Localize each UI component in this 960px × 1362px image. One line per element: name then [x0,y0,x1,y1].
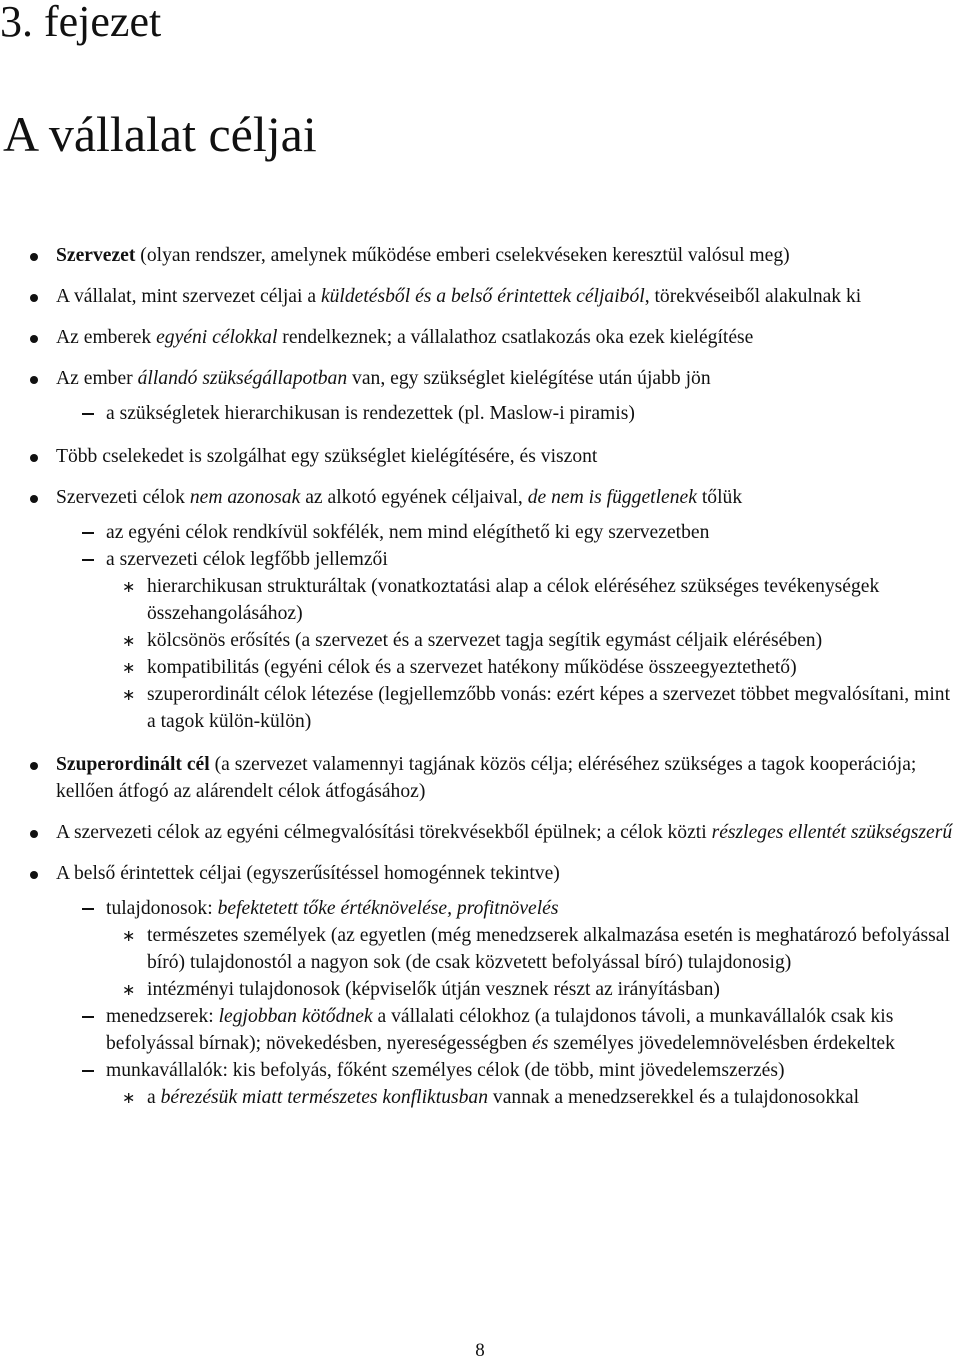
sub-sub-list-item: ∗ kompatibilitás (egyéni célok és a szervezet hatékony működése összeegyeztethető) [147,654,956,681]
sub-sub-list-item: ∗ hierarchikusan strukturáltak (vonatkoztatási alap a célok eléréséhez szükséges tevékenységek összehangolásához) [147,573,956,627]
list-item: Szervezeti célok nem azonosak az alkotó egyének céljaival, de nem is függetlenek tőlük [56,484,956,511]
sub-sub-list-item: ∗ kölcsönös erősítés (a szervezet és a szervezet tagja segítik egymást céljaik elérésében) [147,627,956,654]
chapter-title: A vállalat céljai [3,106,317,162]
sub-sub-list-item: ∗ szuperordinált célok létezése (legjellemzőbb vonás: ezért képes a szervezet többet megvalósítani, mint a tagok külön-külön) [147,681,956,735]
list-item: A belső érintettek céljai (egyszerűsítéssel homogénnek tekintve) [56,860,956,887]
list-item: Az emberek egyéni célokkal rendelkeznek; a vállalathoz csatlakozás oka ezek kielégítése [56,324,956,351]
sub-list-item: az egyéni célok rendkívül sokfélék, nem mind elégíthető ki egy szervezetben [106,519,956,546]
page-number: 8 [475,1340,485,1361]
sub-list-item: a szervezeti célok legfőbb jellemzői [106,546,956,573]
sub-list-item: tulajdonosok: befektetett tőke értéknövelése, profitnövelés [106,895,956,922]
sub-sub-list-item: ∗ a bérezésük miatt természetes konfliktusban vannak a menedzserekkel és a tulajdonosokkal [147,1084,956,1111]
list-item: Az ember állandó szükségállapotban van, egy szükséglet kielégítése után újabb jön [56,365,956,392]
sub-list-item: munkavállalók: kis befolyás, főként személyes célok (de több, mint jövedelemszerzés) [106,1057,956,1084]
sub-list-item: menedzserek: legjobban kötődnek a vállalati célokhoz (a tulajdonos távoli, a munkavállalók csak kis befolyással bírnak); növekedésben, nyereségességben és személyes jövedelemnövelésben érdekeltek [106,1003,956,1057]
chapter-number: 3. fejezet [0,0,162,46]
bullet-list [0,242,960,1111]
list-item: Szervezet (olyan rendszer, amelynek működése emberi cselekvéseken keresztül valósul meg) [56,242,956,269]
list-item: Több cselekedet is szolgálhat egy szükséglet kielégítésére, és viszont [56,443,956,470]
list-item: A szervezeti célok az egyéni célmegvalósítási törekvésekből épülnek; a célok közti részleges ellentét szükségszerű [56,819,956,846]
sub-sub-list-item: ∗ intézményi tulajdonosok (képviselők útján vesznek részt az irányításban) [147,976,956,1003]
list-item: Szuperordinált cél (a szervezet valamennyi tagjának közös célja; eléréséhez szükséges a tagok kooperációja; kellően átfogó az alárendelt célok átfogásához) [56,751,956,805]
sub-list-item: a szükségletek hierarchikusan is rendezettek (pl. Maslow-i piramis) [106,400,956,427]
sub-sub-list-item: ∗ természetes személyek (az egyetlen (még menedzserek alkalmazása esetén is meghatározó befolyással bíró) tulajdonostól a nagyon sok (de csak közvetett befolyással bíró) tulajdonosig) [147,922,956,976]
list-item: A vállalat, mint szervezet céljai a küldetésből és a belső érintettek céljaiból, törekvéseiből alakulnak ki [56,283,956,310]
